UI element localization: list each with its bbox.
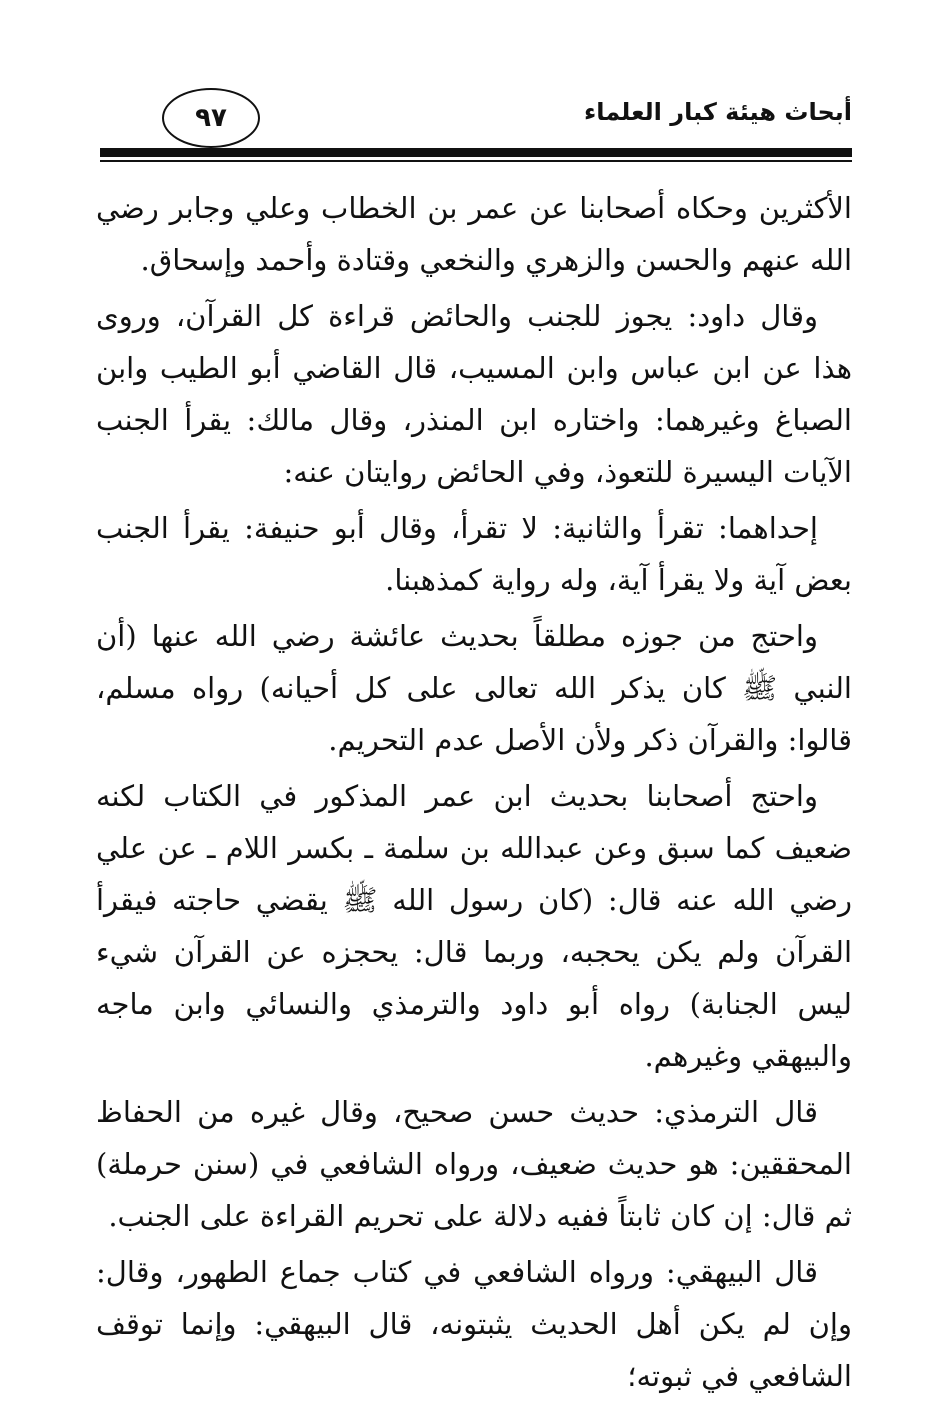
paragraph-1: الأكثرين وحكاه أصحابنا عن عمر بن الخطاب وعلي وجابر رضي الله عنهم والحسن والزهري والنخعي وقتادة وأحمد وإسحاق. bbox=[96, 191, 852, 277]
page-body bbox=[96, 182, 852, 1406]
paragraph-6: قال الترمذي: حديث حسن صحيح، وقال غيره من الحفاظ المحققين: هو حديث ضعيف، ورواه الشافعي في (سنن حرملة) ثم قال: إن كان ثابتاً ففيه دلالة على تحريم القراءة على الجنب. bbox=[96, 1095, 852, 1233]
page-header bbox=[0, 0, 950, 170]
header-rule-thin bbox=[100, 160, 852, 162]
paragraph-4: واحتج من جوزه مطلقاً بحديث عائشة رضي الله عنها (أن النبي ﷺ كان يذكر الله تعالى على كل أحيانه) رواه مسلم، قالوا: والقرآن ذكر ولأن الأصل عدم التحريم. bbox=[96, 619, 852, 757]
header-rule-thick bbox=[100, 148, 852, 157]
page-number: ٩٧ bbox=[162, 88, 260, 148]
paragraph-3: إحداهما: تقرأ والثانية: لا تقرأ، وقال أبو حنيفة: يقرأ الجنب بعض آية ولا يقرأ آية، وله رواية كمذهبنا. bbox=[96, 511, 852, 597]
running-title: أبحاث هيئة كبار العلماء bbox=[583, 98, 852, 126]
paragraph-7: قال البيهقي: ورواه الشافعي في كتاب جماع الطهور، وقال: وإن لم يكن أهل الحديث يثبتونه، قال البيهقي: وإنما توقف الشافعي في ثبوته؛ bbox=[96, 1255, 852, 1393]
paragraph-5: واحتج أصحابنا بحديث ابن عمر المذكور في الكتاب لكنه ضعيف كما سبق وعن عبدالله بن سلمة ـ بكسر اللام ـ عن علي رضي الله عنه قال: (كان رسول الله ﷺ يقضي حاجته فيقرأ القرآن ولم يكن يحجبه، وربما قال: يحجزه عن القرآن شيء ليس الجنابة) رواه أبو داود والترمذي والنسائي وابن ماجه والبيهقي وغيرهم. bbox=[96, 779, 852, 1073]
paragraph-2: وقال داود: يجوز للجنب والحائض قراءة كل القرآن، وروى هذا عن ابن عباس وابن المسيب، قال القاضي أبو الطيب وابن الصباغ وغيرهما: واختاره ابن المنذر، وقال مالك: يقرأ الجنب الآيات اليسيرة للتعوذ، وفي الحائض روايتان عنه: bbox=[96, 299, 852, 489]
